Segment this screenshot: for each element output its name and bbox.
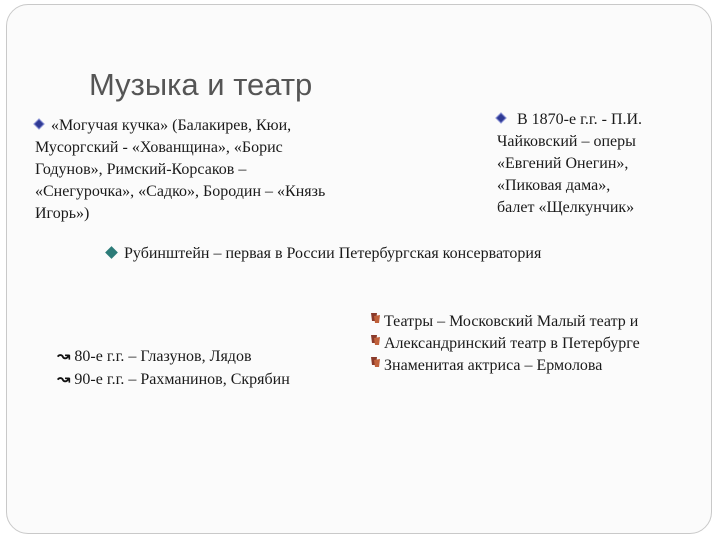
block-right-line: В 1870-е г.г. - П.И. xyxy=(517,111,643,128)
list-item: ↝ 90-е г.г. – Рахманинов, Скрябин xyxy=(57,369,290,388)
rubinstein-block xyxy=(107,243,541,265)
list-item: Знаменитая актриса – Ермолова xyxy=(369,355,640,377)
block-right-line: Чайковский – оперы xyxy=(497,133,636,150)
composers-block xyxy=(57,345,290,391)
list-item: Театры – Московский Малый театр и xyxy=(369,311,640,333)
block-right-line: «Пиковая дама», xyxy=(497,177,611,194)
list-item: ↝ 80-е г.г. – Глазунов, Лядов xyxy=(57,346,252,365)
block-left-line: «Могучая кучка» (Балакирев, Кюи, xyxy=(51,117,292,134)
block-left-line: Игорь») xyxy=(35,205,90,222)
list-item: Александринский театр в Петербурге xyxy=(369,333,640,355)
tchaikovsky-block xyxy=(497,109,642,219)
mighty-handful-block xyxy=(35,115,325,225)
theatre-mask-bullet-icon xyxy=(369,312,381,324)
swirl-bullet-icon: ↝ xyxy=(57,346,71,365)
theatres-block xyxy=(369,311,640,377)
block-left-line: «Снегурочка», «Садко», Бородин – «Князь xyxy=(35,183,326,200)
theatre-mask-bullet-icon xyxy=(369,334,381,346)
block-right-line: «Евгений Онегин», xyxy=(497,155,629,172)
slide-frame xyxy=(6,4,712,534)
block-center-text: Рубинштейн – первая в России Петербургская консерватория xyxy=(124,245,542,262)
diamond-bullet-icon xyxy=(33,119,44,130)
diamond-bullet-icon xyxy=(495,113,506,124)
theatre-mask-bullet-icon xyxy=(369,356,381,368)
teal-diamond-bullet-icon xyxy=(105,246,118,259)
swirl-bullet-icon: ↝ xyxy=(57,369,71,388)
slide-title: Музыка и театр xyxy=(89,67,313,102)
block-left-line: Годунов», Римский-Корсаков – xyxy=(35,161,247,178)
block-left-line: Мусоргский - «Хованщина», «Борис xyxy=(35,139,283,156)
block-right-line: балет «Щелкунчик» xyxy=(497,199,635,216)
